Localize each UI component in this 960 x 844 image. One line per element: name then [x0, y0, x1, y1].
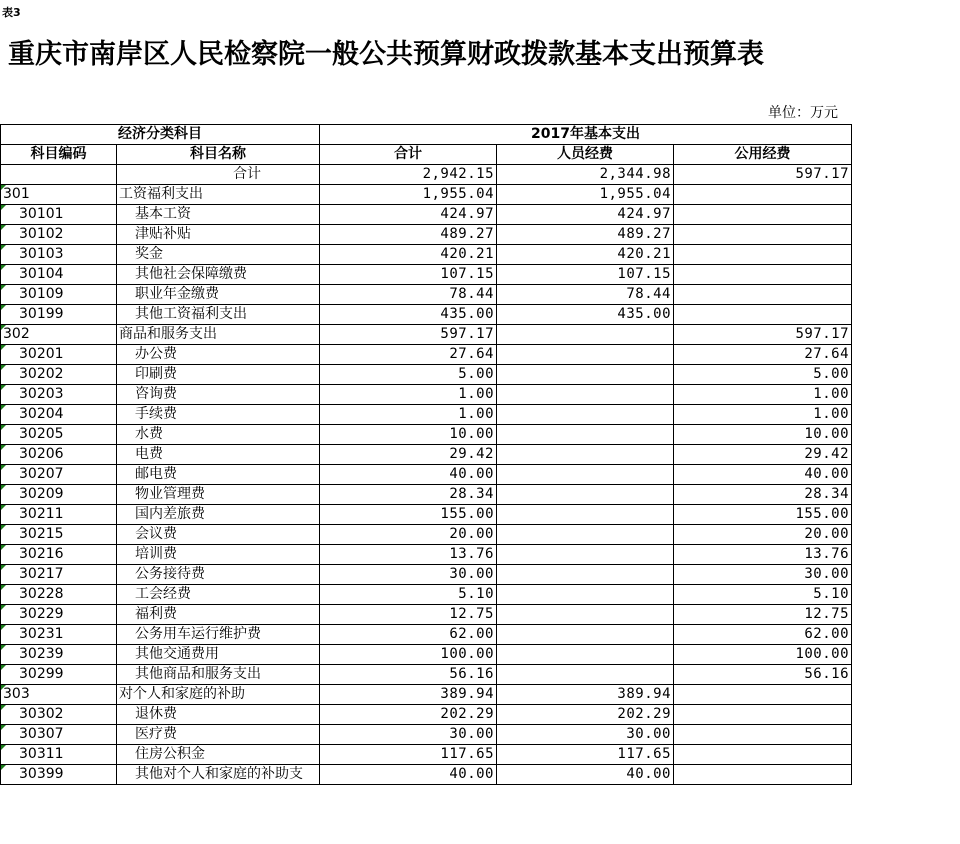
table-row — [1, 525, 852, 545]
row-name: 职业年金缴费 — [117, 285, 320, 305]
row-name: 福利费 — [117, 605, 320, 625]
table-number-tag: 表3 — [2, 6, 21, 19]
row-name: 印刷费 — [117, 365, 320, 385]
row-code: 30311 — [1, 745, 117, 765]
row-total: 107.15 — [320, 265, 497, 285]
row-public — [674, 285, 852, 305]
table-row — [1, 405, 852, 425]
header-basic-expenditure: 2017年基本支出 — [320, 125, 852, 145]
row-name: 退休费 — [117, 705, 320, 725]
row-public — [674, 305, 852, 325]
row-code: 30202 — [1, 365, 117, 385]
row-code: 30211 — [1, 505, 117, 525]
row-public: 62.00 — [674, 625, 852, 645]
row-name: 其他交通费用 — [117, 645, 320, 665]
row-personnel — [497, 625, 674, 645]
row-name: 工会经费 — [117, 585, 320, 605]
table-row — [1, 725, 852, 745]
row-personnel — [497, 665, 674, 685]
row-public: 12.75 — [674, 605, 852, 625]
row-total: 489.27 — [320, 225, 497, 245]
table-row — [1, 485, 852, 505]
row-total: 420.21 — [320, 245, 497, 265]
table-row — [1, 685, 852, 705]
row-total: 62.00 — [320, 625, 497, 645]
table-row — [1, 305, 852, 325]
row-code: 302 — [1, 325, 117, 345]
row-code: 30239 — [1, 645, 117, 665]
table-row — [1, 345, 852, 365]
row-personnel: 30.00 — [497, 725, 674, 745]
row-personnel — [497, 585, 674, 605]
row-personnel: 424.97 — [497, 205, 674, 225]
row-public: 13.76 — [674, 545, 852, 565]
table-row — [1, 285, 852, 305]
row-personnel: 78.44 — [497, 285, 674, 305]
table-row — [1, 665, 852, 685]
row-personnel: 489.27 — [497, 225, 674, 245]
total-row — [1, 165, 852, 185]
row-total: 20.00 — [320, 525, 497, 545]
row-public: 20.00 — [674, 525, 852, 545]
table-row — [1, 565, 852, 585]
row-code: 30209 — [1, 485, 117, 505]
table-row — [1, 185, 852, 205]
table-row — [1, 365, 852, 385]
row-personnel: 117.65 — [497, 745, 674, 765]
row-name: 培训费 — [117, 545, 320, 565]
row-total: 12.75 — [320, 605, 497, 625]
row-personnel — [497, 485, 674, 505]
header-row-columns — [1, 145, 852, 165]
row-name: 国内差旅费 — [117, 505, 320, 525]
row-personnel — [497, 465, 674, 485]
row-code: 30399 — [1, 765, 117, 785]
row-code: 301 — [1, 185, 117, 205]
row-name: 电费 — [117, 445, 320, 465]
row-code: 30215 — [1, 525, 117, 545]
row-public: 155.00 — [674, 505, 852, 525]
table-row — [1, 765, 852, 785]
row-name: 其他对个人和家庭的补助支 — [117, 765, 320, 785]
row-code: 30216 — [1, 545, 117, 565]
row-public: 10.00 — [674, 425, 852, 445]
row-code: 30101 — [1, 205, 117, 225]
header-name: 科目名称 — [117, 145, 320, 165]
table-row — [1, 505, 852, 525]
row-total: 40.00 — [320, 465, 497, 485]
table-row — [1, 465, 852, 485]
row-personnel: 107.15 — [497, 265, 674, 285]
table-row — [1, 265, 852, 285]
header-personnel: 人员经费 — [497, 145, 674, 165]
row-total: 597.17 — [320, 325, 497, 345]
row-personnel: 40.00 — [497, 765, 674, 785]
row-personnel — [497, 345, 674, 365]
row-personnel — [497, 325, 674, 345]
row-code: 30199 — [1, 305, 117, 325]
row-code: 30217 — [1, 565, 117, 585]
row-public: 29.42 — [674, 445, 852, 465]
row-personnel: 420.21 — [497, 245, 674, 265]
row-code: 30201 — [1, 345, 117, 365]
row-total: 28.34 — [320, 485, 497, 505]
row-public: 56.16 — [674, 665, 852, 685]
row-code: 30228 — [1, 585, 117, 605]
row-code: 30231 — [1, 625, 117, 645]
table-row — [1, 605, 852, 625]
row-code: 303 — [1, 685, 117, 705]
table-row — [1, 245, 852, 265]
row-name: 对个人和家庭的补助 — [117, 685, 320, 705]
row-name: 物业管理费 — [117, 485, 320, 505]
row-personnel — [497, 365, 674, 385]
row-name: 工资福利支出 — [117, 185, 320, 205]
table-row — [1, 325, 852, 345]
page-title: 重庆市南岸区人民检察院一般公共预算财政拨款基本支出预算表 — [8, 39, 764, 70]
row-total: 29.42 — [320, 445, 497, 465]
row-name: 奖金 — [117, 245, 320, 265]
header-code: 科目编码 — [1, 145, 117, 165]
unit-label: 单位：万元 — [768, 105, 838, 121]
row-public — [674, 265, 852, 285]
row-total: 202.29 — [320, 705, 497, 725]
row-personnel: 202.29 — [497, 705, 674, 725]
row-public: 1.00 — [674, 385, 852, 405]
total-name: 合计 — [117, 165, 320, 185]
row-name: 其他社会保障缴费 — [117, 265, 320, 285]
row-name: 商品和服务支出 — [117, 325, 320, 345]
total-personnel: 2,344.98 — [497, 165, 674, 185]
total-code — [1, 165, 117, 185]
row-personnel — [497, 385, 674, 405]
row-total: 5.00 — [320, 365, 497, 385]
row-total: 10.00 — [320, 425, 497, 445]
row-public: 5.10 — [674, 585, 852, 605]
row-personnel — [497, 445, 674, 465]
row-name: 其他工资福利支出 — [117, 305, 320, 325]
row-name: 办公费 — [117, 345, 320, 365]
row-name: 津贴补贴 — [117, 225, 320, 245]
row-total: 30.00 — [320, 725, 497, 745]
row-total: 1,955.04 — [320, 185, 497, 205]
table-row — [1, 545, 852, 565]
row-name: 医疗费 — [117, 725, 320, 745]
row-total: 56.16 — [320, 665, 497, 685]
row-name: 其他商品和服务支出 — [117, 665, 320, 685]
row-code: 30302 — [1, 705, 117, 725]
row-total: 100.00 — [320, 645, 497, 665]
header-public: 公用经费 — [674, 145, 852, 165]
header-row-group — [1, 125, 852, 145]
row-total: 1.00 — [320, 405, 497, 425]
table-row — [1, 425, 852, 445]
row-name: 手续费 — [117, 405, 320, 425]
row-code: 30229 — [1, 605, 117, 625]
row-total: 78.44 — [320, 285, 497, 305]
row-personnel: 435.00 — [497, 305, 674, 325]
row-personnel: 389.94 — [497, 685, 674, 705]
row-public — [674, 245, 852, 265]
row-public: 597.17 — [674, 325, 852, 345]
row-name: 水费 — [117, 425, 320, 445]
row-public — [674, 725, 852, 745]
row-code: 30109 — [1, 285, 117, 305]
row-code: 30102 — [1, 225, 117, 245]
row-total: 5.10 — [320, 585, 497, 605]
row-total: 40.00 — [320, 765, 497, 785]
header-econ-class: 经济分类科目 — [1, 125, 320, 145]
row-personnel: 1,955.04 — [497, 185, 674, 205]
table-row — [1, 205, 852, 225]
row-total: 27.64 — [320, 345, 497, 365]
row-code: 30104 — [1, 265, 117, 285]
table-row — [1, 225, 852, 245]
row-personnel — [497, 405, 674, 425]
row-total: 435.00 — [320, 305, 497, 325]
row-public — [674, 745, 852, 765]
row-public — [674, 765, 852, 785]
table-row — [1, 645, 852, 665]
row-public — [674, 705, 852, 725]
row-code: 30203 — [1, 385, 117, 405]
row-personnel — [497, 505, 674, 525]
row-public: 5.00 — [674, 365, 852, 385]
row-name: 公务用车运行维护费 — [117, 625, 320, 645]
table-row — [1, 585, 852, 605]
row-personnel — [497, 425, 674, 445]
row-public: 100.00 — [674, 645, 852, 665]
row-personnel — [497, 545, 674, 565]
row-public: 30.00 — [674, 565, 852, 585]
row-public: 28.34 — [674, 485, 852, 505]
row-total: 117.65 — [320, 745, 497, 765]
row-total: 30.00 — [320, 565, 497, 585]
row-total: 155.00 — [320, 505, 497, 525]
header-total: 合计 — [320, 145, 497, 165]
total-public: 597.17 — [674, 165, 852, 185]
row-code: 30299 — [1, 665, 117, 685]
row-name: 会议费 — [117, 525, 320, 545]
row-public — [674, 185, 852, 205]
table-row — [1, 705, 852, 725]
row-total: 1.00 — [320, 385, 497, 405]
table-row — [1, 385, 852, 405]
row-personnel — [497, 525, 674, 545]
row-name: 邮电费 — [117, 465, 320, 485]
row-personnel — [497, 645, 674, 665]
row-public — [674, 205, 852, 225]
budget-table — [0, 124, 852, 785]
row-name: 住房公积金 — [117, 745, 320, 765]
table-row — [1, 745, 852, 765]
row-public: 40.00 — [674, 465, 852, 485]
row-code: 30206 — [1, 445, 117, 465]
row-public: 1.00 — [674, 405, 852, 425]
row-public — [674, 225, 852, 245]
table-row — [1, 445, 852, 465]
row-code: 30204 — [1, 405, 117, 425]
row-public: 27.64 — [674, 345, 852, 365]
row-name: 基本工资 — [117, 205, 320, 225]
row-personnel — [497, 565, 674, 585]
row-total: 424.97 — [320, 205, 497, 225]
row-code: 30205 — [1, 425, 117, 445]
row-public — [674, 685, 852, 705]
total-total: 2,942.15 — [320, 165, 497, 185]
row-total: 389.94 — [320, 685, 497, 705]
row-code: 30207 — [1, 465, 117, 485]
row-name: 咨询费 — [117, 385, 320, 405]
row-personnel — [497, 605, 674, 625]
row-code: 30103 — [1, 245, 117, 265]
row-name: 公务接待费 — [117, 565, 320, 585]
row-code: 30307 — [1, 725, 117, 745]
table-row — [1, 625, 852, 645]
row-total: 13.76 — [320, 545, 497, 565]
